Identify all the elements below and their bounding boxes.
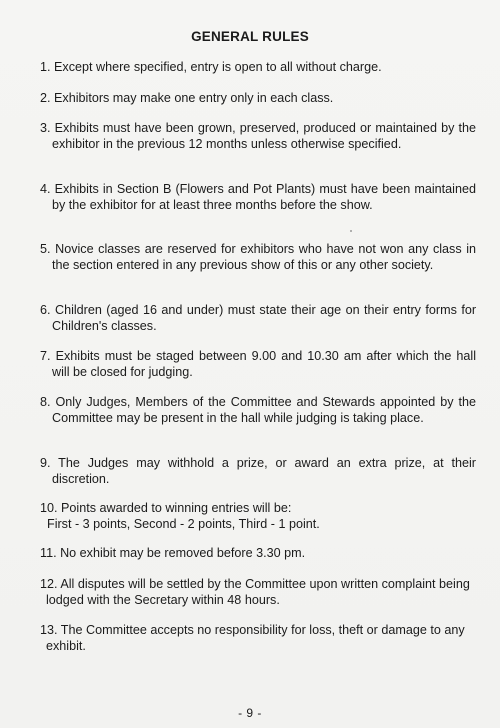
rule-line <box>40 501 464 517</box>
rule-number: 9. <box>40 456 51 470</box>
rule-text: Children (aged 16 and under) must state their age on their entry forms for Children's classes. <box>52 303 477 333</box>
rule-text: Except where specified, entry is open to all without charge. <box>54 60 382 74</box>
rule-9 <box>40 456 476 487</box>
rule-text: The Judges may withhold a prize, or award an extra prize, at their discretion. <box>52 456 476 486</box>
rule-text: Points awarded to winning entries will be: <box>61 501 292 515</box>
rule-6 <box>40 303 476 334</box>
rule-number: 13. <box>40 623 58 637</box>
rule-number: 6. <box>40 303 51 317</box>
rule-text: No exhibit may be removed before 3.30 pm. <box>60 546 306 560</box>
rule-5 <box>40 242 476 273</box>
rule-10 <box>40 501 464 532</box>
rule-11 <box>40 546 476 562</box>
rule-3 <box>40 121 476 152</box>
rule-text: All disputes will be settled by the Committee upon written complaint being lodged with the Secretary within 48 hours. <box>46 577 470 607</box>
rule-7 <box>40 349 476 380</box>
rule-subtext: First - 3 points, Second - 2 points, Third - 1 point. <box>47 516 320 531</box>
rule-text: Only Judges, Members of the Committee and Stewards appointed by the Committee may be present in the hall while judging is taking place. <box>52 395 476 425</box>
rule-text: Novice classes are reserved for exhibitors who have not won any class in the section entered in any previous show of this or any other society. <box>52 242 477 272</box>
rule-1 <box>40 60 476 76</box>
rule-2 <box>40 91 476 107</box>
scan-speck <box>350 230 352 232</box>
rule-number: 5. <box>40 242 51 256</box>
rule-number: 4. <box>40 182 51 196</box>
rule-12 <box>40 577 470 608</box>
rule-text: Exhibits must be staged between 9.00 and 10.30 am after which the hall will be closed for judging. <box>52 349 477 379</box>
page-title: GENERAL RULES <box>191 29 309 44</box>
rule-number: 8. <box>40 395 51 409</box>
rule-text: The Committee accepts no responsibility for loss, theft or damage to any exhibit. <box>46 623 465 653</box>
rule-13 <box>40 623 470 654</box>
rule-text: Exhibitors may make one entry only in each class. <box>54 91 334 105</box>
rule-text: Exhibits in Section B (Flowers and Pot Plants) must have been maintained by the exhibitor for at least three months before the show. <box>52 182 476 212</box>
rule-number: 2. <box>40 91 51 105</box>
rule-number: 1. <box>40 60 51 74</box>
rule-text: Exhibits must have been grown, preserved, produced or maintained by the exhibitor in the previous 12 months unless otherwise specified. <box>52 121 476 151</box>
page-number: - 9 - <box>238 706 262 720</box>
rule-number: 3. <box>40 121 51 135</box>
rule-number: 12. <box>40 577 58 591</box>
rule-4 <box>40 182 476 213</box>
rule-number: 11. <box>40 546 57 560</box>
rule-8 <box>40 395 476 426</box>
rule-number: 7. <box>40 349 51 363</box>
rule-number: 10. <box>40 501 58 515</box>
